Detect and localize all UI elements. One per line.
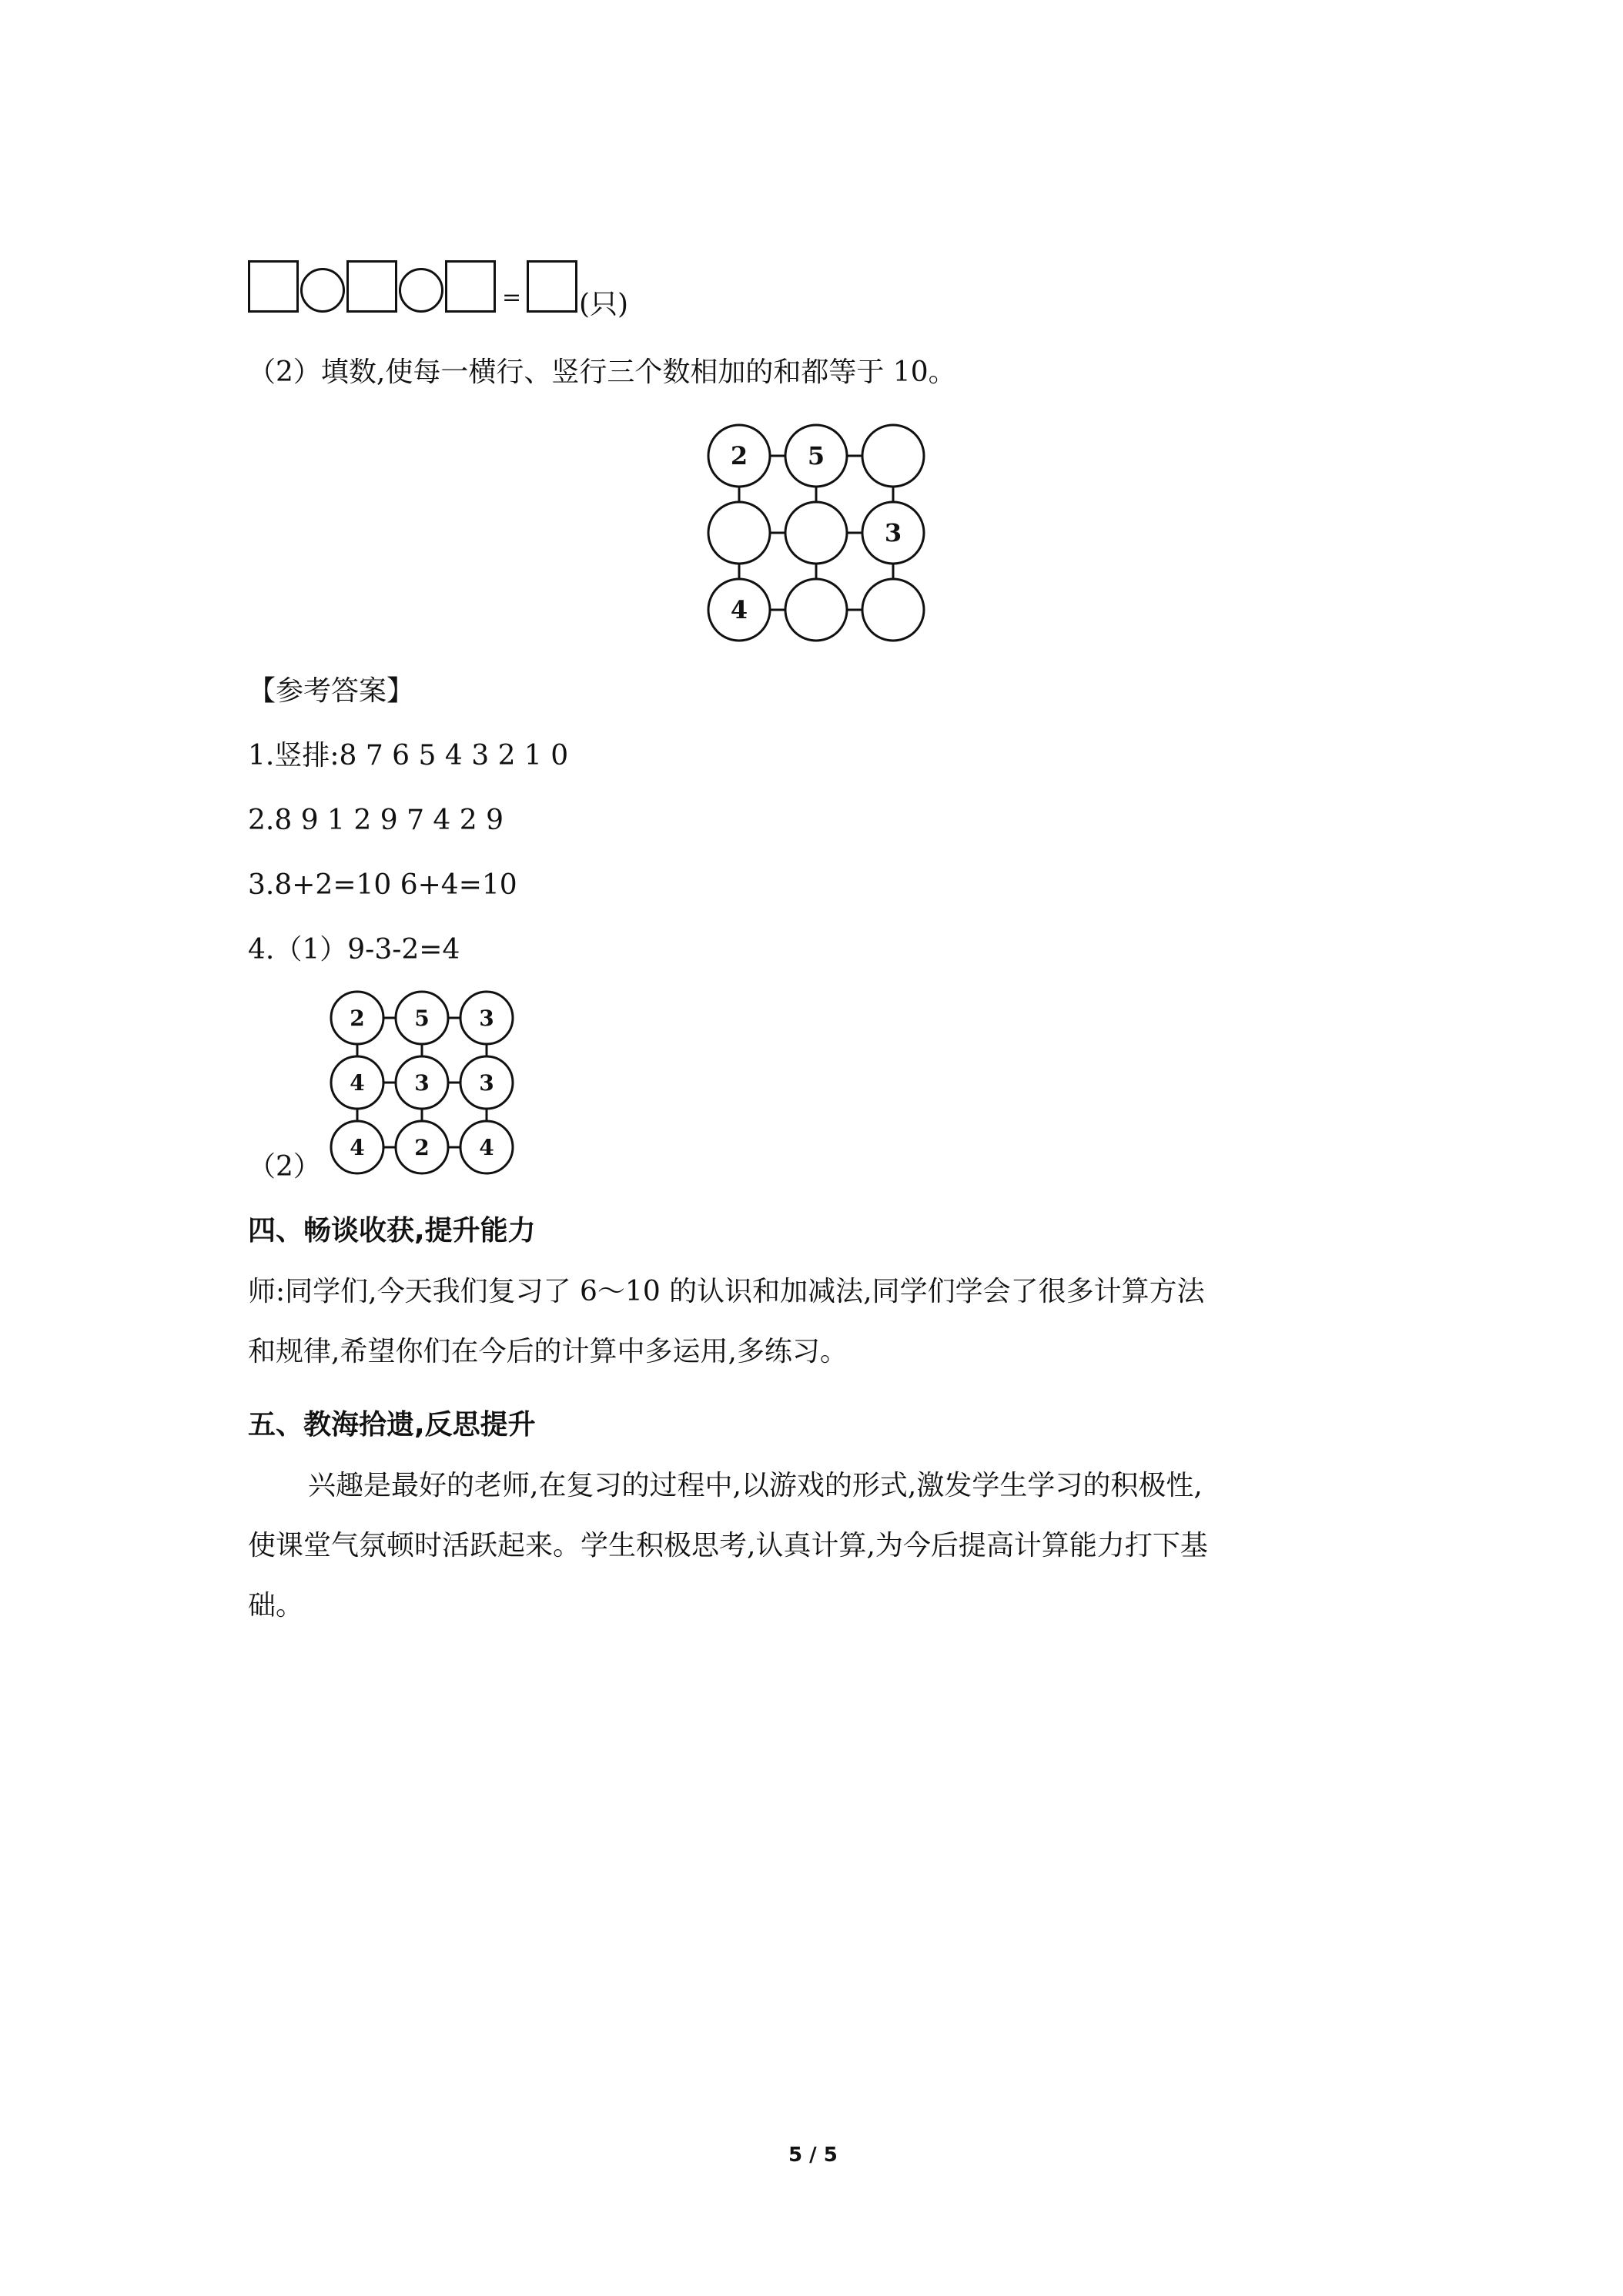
section-5-line-1: 兴趣是最好的老师,在复习的过程中,以游戏的形式,激发学生学习的积极性, bbox=[308, 1470, 1203, 1501]
q2-instruction: （2）填数,使每一横行、竖行三个数相加的和都等于 10。 bbox=[248, 356, 956, 388]
blank-box-1 bbox=[248, 260, 299, 313]
puzzle-cell bbox=[785, 579, 847, 641]
answer-number: 2 bbox=[350, 1006, 365, 1031]
answer-1: 1.竖排:8 7 6 5 4 3 2 1 0 bbox=[248, 740, 569, 771]
answer-number: 3 bbox=[414, 1070, 430, 1096]
answer-number: 4 bbox=[350, 1135, 365, 1160]
answer-3: 3.8+2=10 6+4=10 bbox=[248, 869, 517, 901]
section-5-line-2: 使课堂气氛顿时活跃起来。学生积极思考,认真计算,为今后提高计算能力打下基 bbox=[248, 1530, 1208, 1561]
blank-box-4 bbox=[527, 260, 577, 313]
puzzle-number: 5 bbox=[807, 441, 825, 470]
answer-4-part-2-label: （2） bbox=[248, 1151, 321, 1183]
operator-circle-2 bbox=[399, 268, 443, 313]
answer-number: 3 bbox=[479, 1070, 494, 1096]
answer-4: 4.（1）9-3-2=4 bbox=[248, 934, 460, 966]
page-number: 5 / 5 bbox=[788, 2144, 838, 2167]
answer-grid bbox=[323, 987, 524, 1187]
puzzle-cell bbox=[862, 579, 924, 641]
answer-number: 3 bbox=[479, 1006, 494, 1031]
answer-heading: 【参考答案】 bbox=[248, 675, 415, 707]
puzzle-grid bbox=[693, 416, 939, 662]
operator-circle-1 bbox=[300, 268, 345, 313]
answer-number: 4 bbox=[479, 1135, 494, 1160]
section-4-line-2: 和规律,希望你们在今后的计算中多运用,多练习。 bbox=[248, 1336, 848, 1367]
section-5-heading: 五、教海拾遗,反思提升 bbox=[248, 1409, 536, 1441]
puzzle-cell bbox=[862, 425, 924, 487]
section-5-line-3: 础。 bbox=[248, 1590, 304, 1622]
answer-number: 2 bbox=[414, 1135, 430, 1160]
puzzle-cell bbox=[708, 502, 770, 564]
puzzle-number: 4 bbox=[730, 595, 748, 624]
answer-number: 4 bbox=[350, 1070, 365, 1096]
section-4-heading: 四、畅谈收获,提升能力 bbox=[248, 1215, 536, 1247]
answer-2: 2.8 9 1 2 9 7 4 2 9 bbox=[248, 805, 504, 836]
section-4-line-1: 师:同学们,今天我们复习了 6～10 的认识和加减法,同学们学会了很多计算方法 bbox=[248, 1276, 1205, 1307]
puzzle-number: 2 bbox=[730, 441, 748, 470]
equals-sign: = bbox=[502, 284, 522, 311]
puzzle-number: 3 bbox=[884, 518, 902, 547]
unit-label: (只) bbox=[579, 289, 629, 320]
puzzle-cell bbox=[785, 502, 847, 564]
blank-box-2 bbox=[346, 260, 397, 313]
blank-box-3 bbox=[445, 260, 496, 313]
answer-number: 5 bbox=[414, 1006, 430, 1031]
